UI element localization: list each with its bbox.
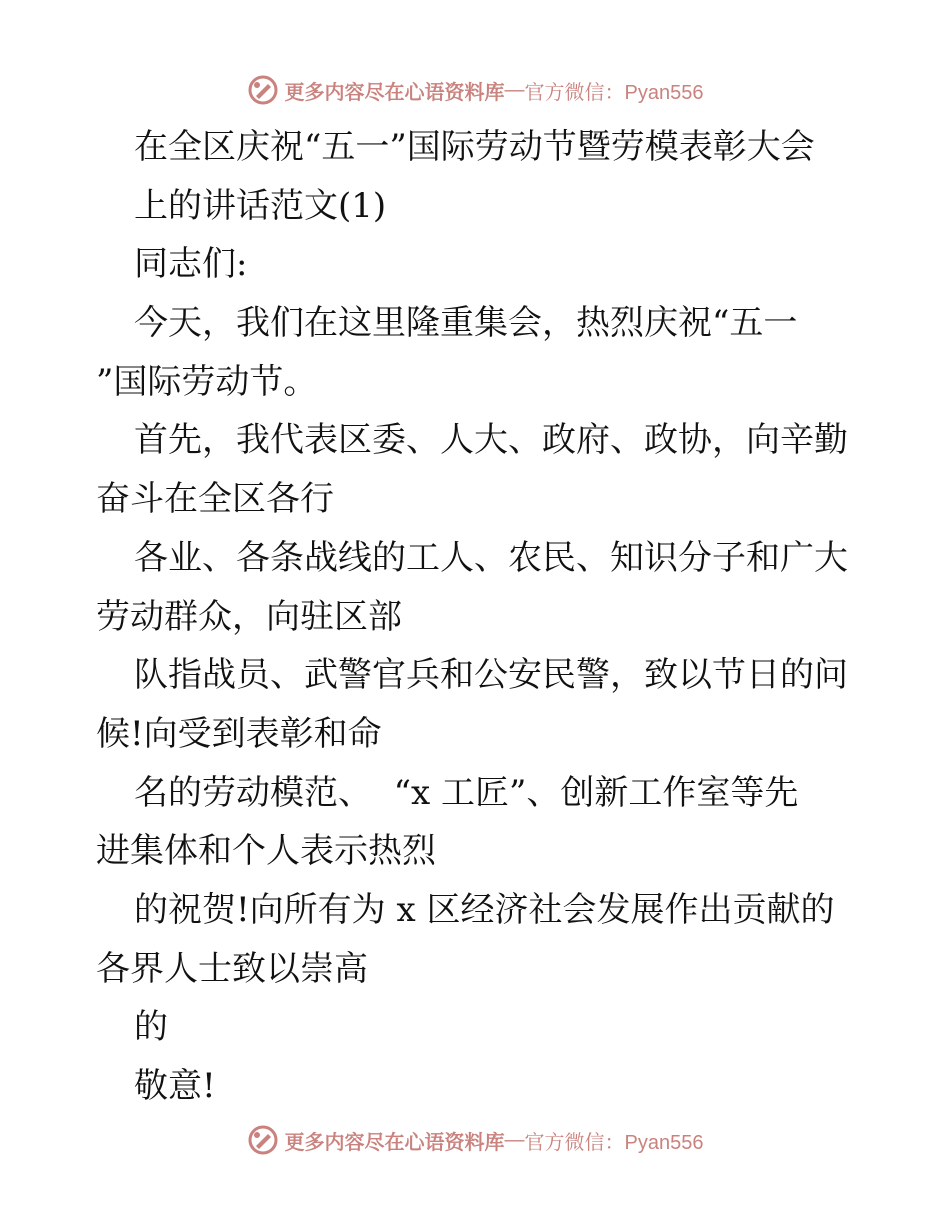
paragraph-line: 的祝贺!向所有为 x 区经济社会发展作出贡献的 bbox=[134, 889, 835, 930]
pen-seal-logo-icon bbox=[247, 1124, 279, 1156]
paragraph-line: 各业、各条战线的工人、农民、知识分子和广大 bbox=[134, 537, 848, 578]
paragraph-line: 各界人士致以崇高 bbox=[96, 948, 368, 989]
paragraph-line: 队指战员、武警官兵和公安民警，致以节日的问 bbox=[134, 655, 848, 696]
paragraph-line: 劳动群众，向驻区部 bbox=[96, 596, 402, 637]
paragraph-line: 奋斗在全区各行 bbox=[96, 479, 334, 520]
paragraph-line: 今天，我们在这里隆重集会，热烈庆祝“五一 bbox=[134, 303, 798, 344]
footer-watermark bbox=[0, 1120, 950, 1160]
paragraph-line: 进集体和个人表示热烈 bbox=[96, 831, 436, 872]
salutation: 同志们: bbox=[134, 244, 248, 285]
watermark-separator: — bbox=[504, 1128, 525, 1151]
watermark-wechat-text: 官方微信：Pyan556 bbox=[524, 81, 704, 104]
watermark-separator: — bbox=[504, 78, 525, 101]
watermark-site-text: 更多内容尽在心语资料库 bbox=[284, 79, 505, 104]
watermark-wechat-text: 官方微信：Pyan556 bbox=[524, 1131, 704, 1154]
header-watermark bbox=[0, 70, 950, 110]
title-line-1: 在全区庆祝“五一”国际劳动节暨劳模表彰大会 bbox=[134, 127, 815, 167]
paragraph-line: 敬意! bbox=[134, 1066, 216, 1106]
paragraph-line: ”国际劳动节。 bbox=[96, 361, 318, 402]
document-body bbox=[96, 118, 876, 1116]
paragraph-line: 首先，我代表区委、人大、政府、政协，向辛勤 bbox=[134, 420, 848, 461]
paragraph-line: 名的劳动模范、 “x 工匠”、创新工作室等先 bbox=[134, 772, 799, 813]
title-line-2: 上的讲话范文(1) bbox=[134, 185, 387, 226]
pen-seal-logo-icon bbox=[247, 74, 279, 106]
paragraph-line: 的 bbox=[134, 1007, 168, 1048]
watermark-site-text: 更多内容尽在心语资料库 bbox=[284, 1129, 505, 1154]
paragraph-line: 候!向受到表彰和命 bbox=[96, 713, 382, 754]
